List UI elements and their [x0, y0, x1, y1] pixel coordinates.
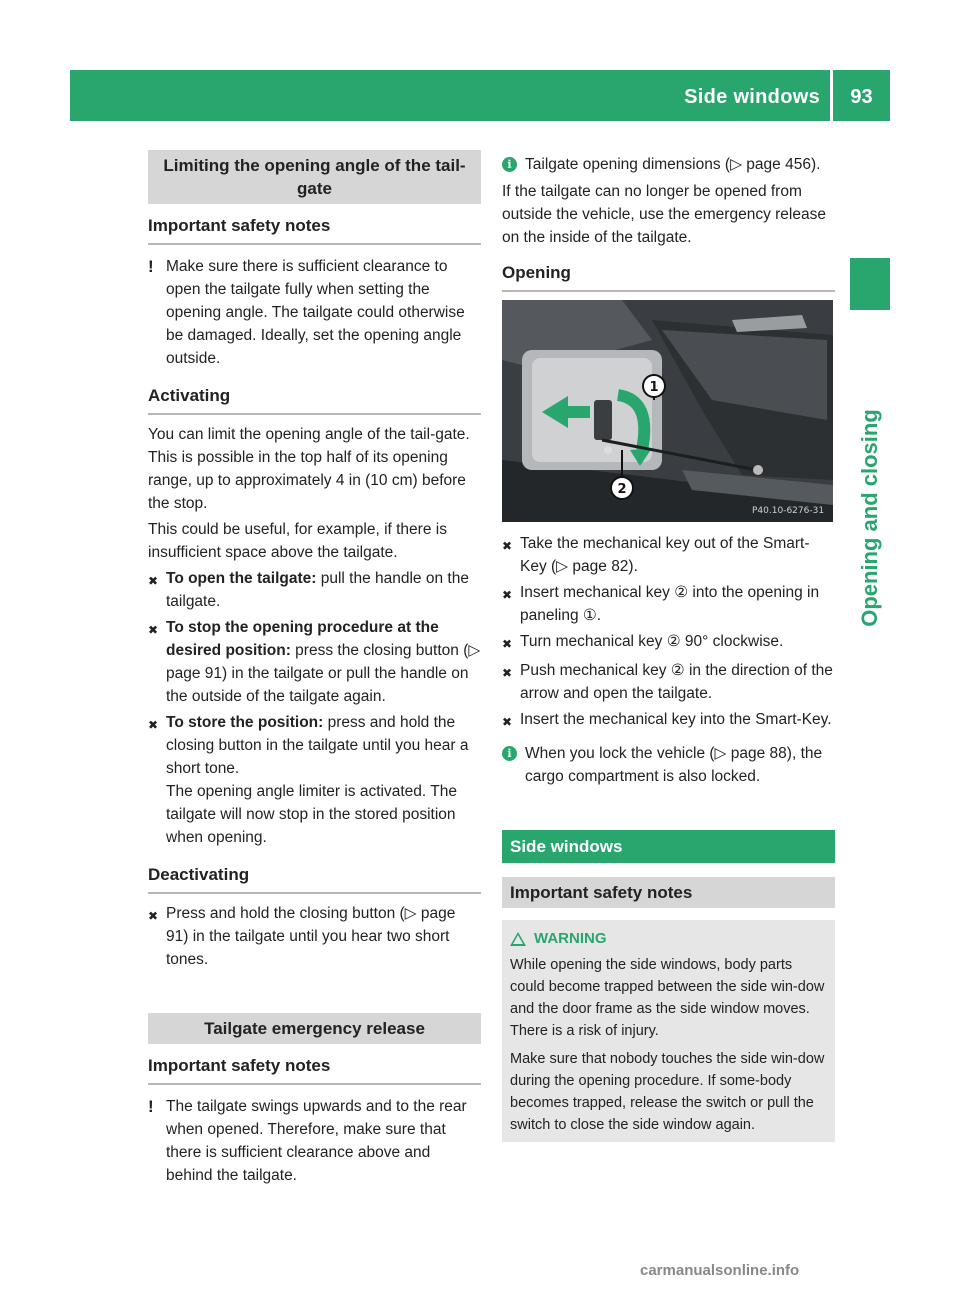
tailgate-release-illustration — [502, 300, 833, 522]
callout-2-label: 2 — [617, 482, 627, 497]
info-note-lock: i When you lock the vehicle (▷ page 88), the cargo compartment is also locked. — [502, 742, 835, 788]
step-arrow-icon: ✖ — [502, 588, 513, 602]
subheading-activating: Activating — [148, 384, 481, 415]
warning-title: WARNING — [510, 928, 827, 950]
right-column — [502, 153, 835, 1142]
section-title-emergency: Tailgate emergency release — [148, 1013, 481, 1044]
caution-text: Make sure there is sufficient clearance to open the tailgate fully when setting the opening angle. The tailgate could otherwise be damaged. Ideally, set the opening angle outside. — [166, 258, 465, 367]
step-stop-opening: ✖ To stop the opening procedure at the desired position: press the closing button (▷ page 91) in the tailgate or pull the handle on the outside of the tailgate again. — [148, 616, 481, 708]
step-result-note: The opening angle limiter is activated. The tailgate will now stop in the stored position when opening. — [166, 783, 457, 846]
info-icon: i — [502, 746, 517, 761]
step-arrow-icon: ✖ — [502, 637, 513, 651]
step-arrow-icon: ✖ — [502, 666, 513, 680]
subheading-deactivating: Deactivating — [148, 863, 481, 894]
header-title: Side windows — [684, 86, 820, 108]
section-title-side-windows: Side windows — [502, 830, 835, 863]
opening-step: ✖ Take the mechanical key out of the Smart-Key (▷ page 82). — [502, 532, 835, 578]
step-arrow-icon: ✖ — [148, 574, 159, 588]
step-arrow-icon: ✖ — [148, 909, 159, 923]
subheading-safety-notes: Important safety notes — [148, 214, 481, 245]
figure-code: P40.10-6276-31 — [752, 506, 825, 516]
step-arrow-icon: ✖ — [502, 715, 513, 729]
side-tab-marker — [850, 258, 890, 310]
section-title-limiting: Limiting the opening angle of the tail-gate — [148, 150, 481, 204]
caution-icon: ! — [148, 1097, 154, 1116]
callout-1-label: 1 — [649, 380, 659, 395]
side-tab-label: Opening and closing — [857, 409, 882, 627]
step-deactivate: ✖ Press and hold the closing button (▷ page 91) in the tailgate until you hear two short tones. — [148, 902, 481, 971]
step-arrow-icon: ✖ — [148, 623, 159, 637]
caution-text-2: The tailgate swings upwards and to the rear when opened. Therefore, make sure that there is sufficient clearance above and behind the tailgate. — [166, 1098, 467, 1184]
opening-step: ✖ Insert the mechanical key into the Smart-Key. — [502, 708, 835, 734]
step-arrow-icon: ✖ — [502, 539, 513, 553]
caution-note-2 — [148, 1095, 481, 1187]
subheading-safety-notes-2: Important safety notes — [148, 1054, 481, 1085]
step-open-tailgate: ✖ To open the tailgate: pull the handle on the tailgate. — [148, 567, 481, 613]
opening-steps — [502, 532, 835, 734]
info-note-dimensions: i Tailgate opening dimensions (▷ page 456). — [502, 153, 835, 176]
warning-text-1: While opening the side windows, body parts could become trapped between the side win-dow and the door frame as the side window moves. There is a risk of injury. — [510, 957, 825, 1039]
activating-paragraph: You can limit the opening angle of the tail-gate. This is possible in the top half of its opening range, up to approximately 4 in (10 cm) before the stop. — [148, 426, 470, 512]
watermark-footer: carmanualsonline.info — [640, 1262, 800, 1279]
step-arrow-icon: ✖ — [148, 718, 159, 732]
opening-step: ✖ Push mechanical key ② in the direction of the arrow and open the tailgate. — [502, 659, 835, 705]
activating-paragraph-2: This could be useful, for example, if there is insufficient space above the tailgate. — [148, 521, 447, 561]
caution-icon: ! — [148, 257, 154, 276]
warning-text-2: Make sure that nobody touches the side win-dow during the opening procedure. If some-body becomes trapped, release the switch or pull the switch to close the side window again. — [510, 1051, 825, 1133]
warning-box — [502, 920, 835, 1142]
left-column — [148, 150, 481, 1187]
emergency-paragraph: If the tailgate can no longer be opened from outside the vehicle, use the emergency release on the inside of the tailgate. — [502, 183, 826, 246]
warning-triangle-icon — [510, 932, 526, 946]
opening-step: ✖ Insert mechanical key ② into the opening in paneling ①. — [502, 581, 835, 627]
subheading-safety-notes-3: Important safety notes — [502, 877, 835, 908]
illustration-svg — [502, 300, 833, 522]
opening-step: ✖ Turn mechanical key ② 90° clockwise. — [502, 630, 835, 656]
info-icon: i — [502, 157, 517, 172]
subheading-opening: Opening — [502, 261, 835, 292]
page-number: 93 — [850, 86, 873, 108]
step-store-position: ✖ To store the position: press and hold the closing button in the tailgate until you hear a short tone. — [148, 711, 481, 780]
caution-note — [148, 255, 481, 370]
